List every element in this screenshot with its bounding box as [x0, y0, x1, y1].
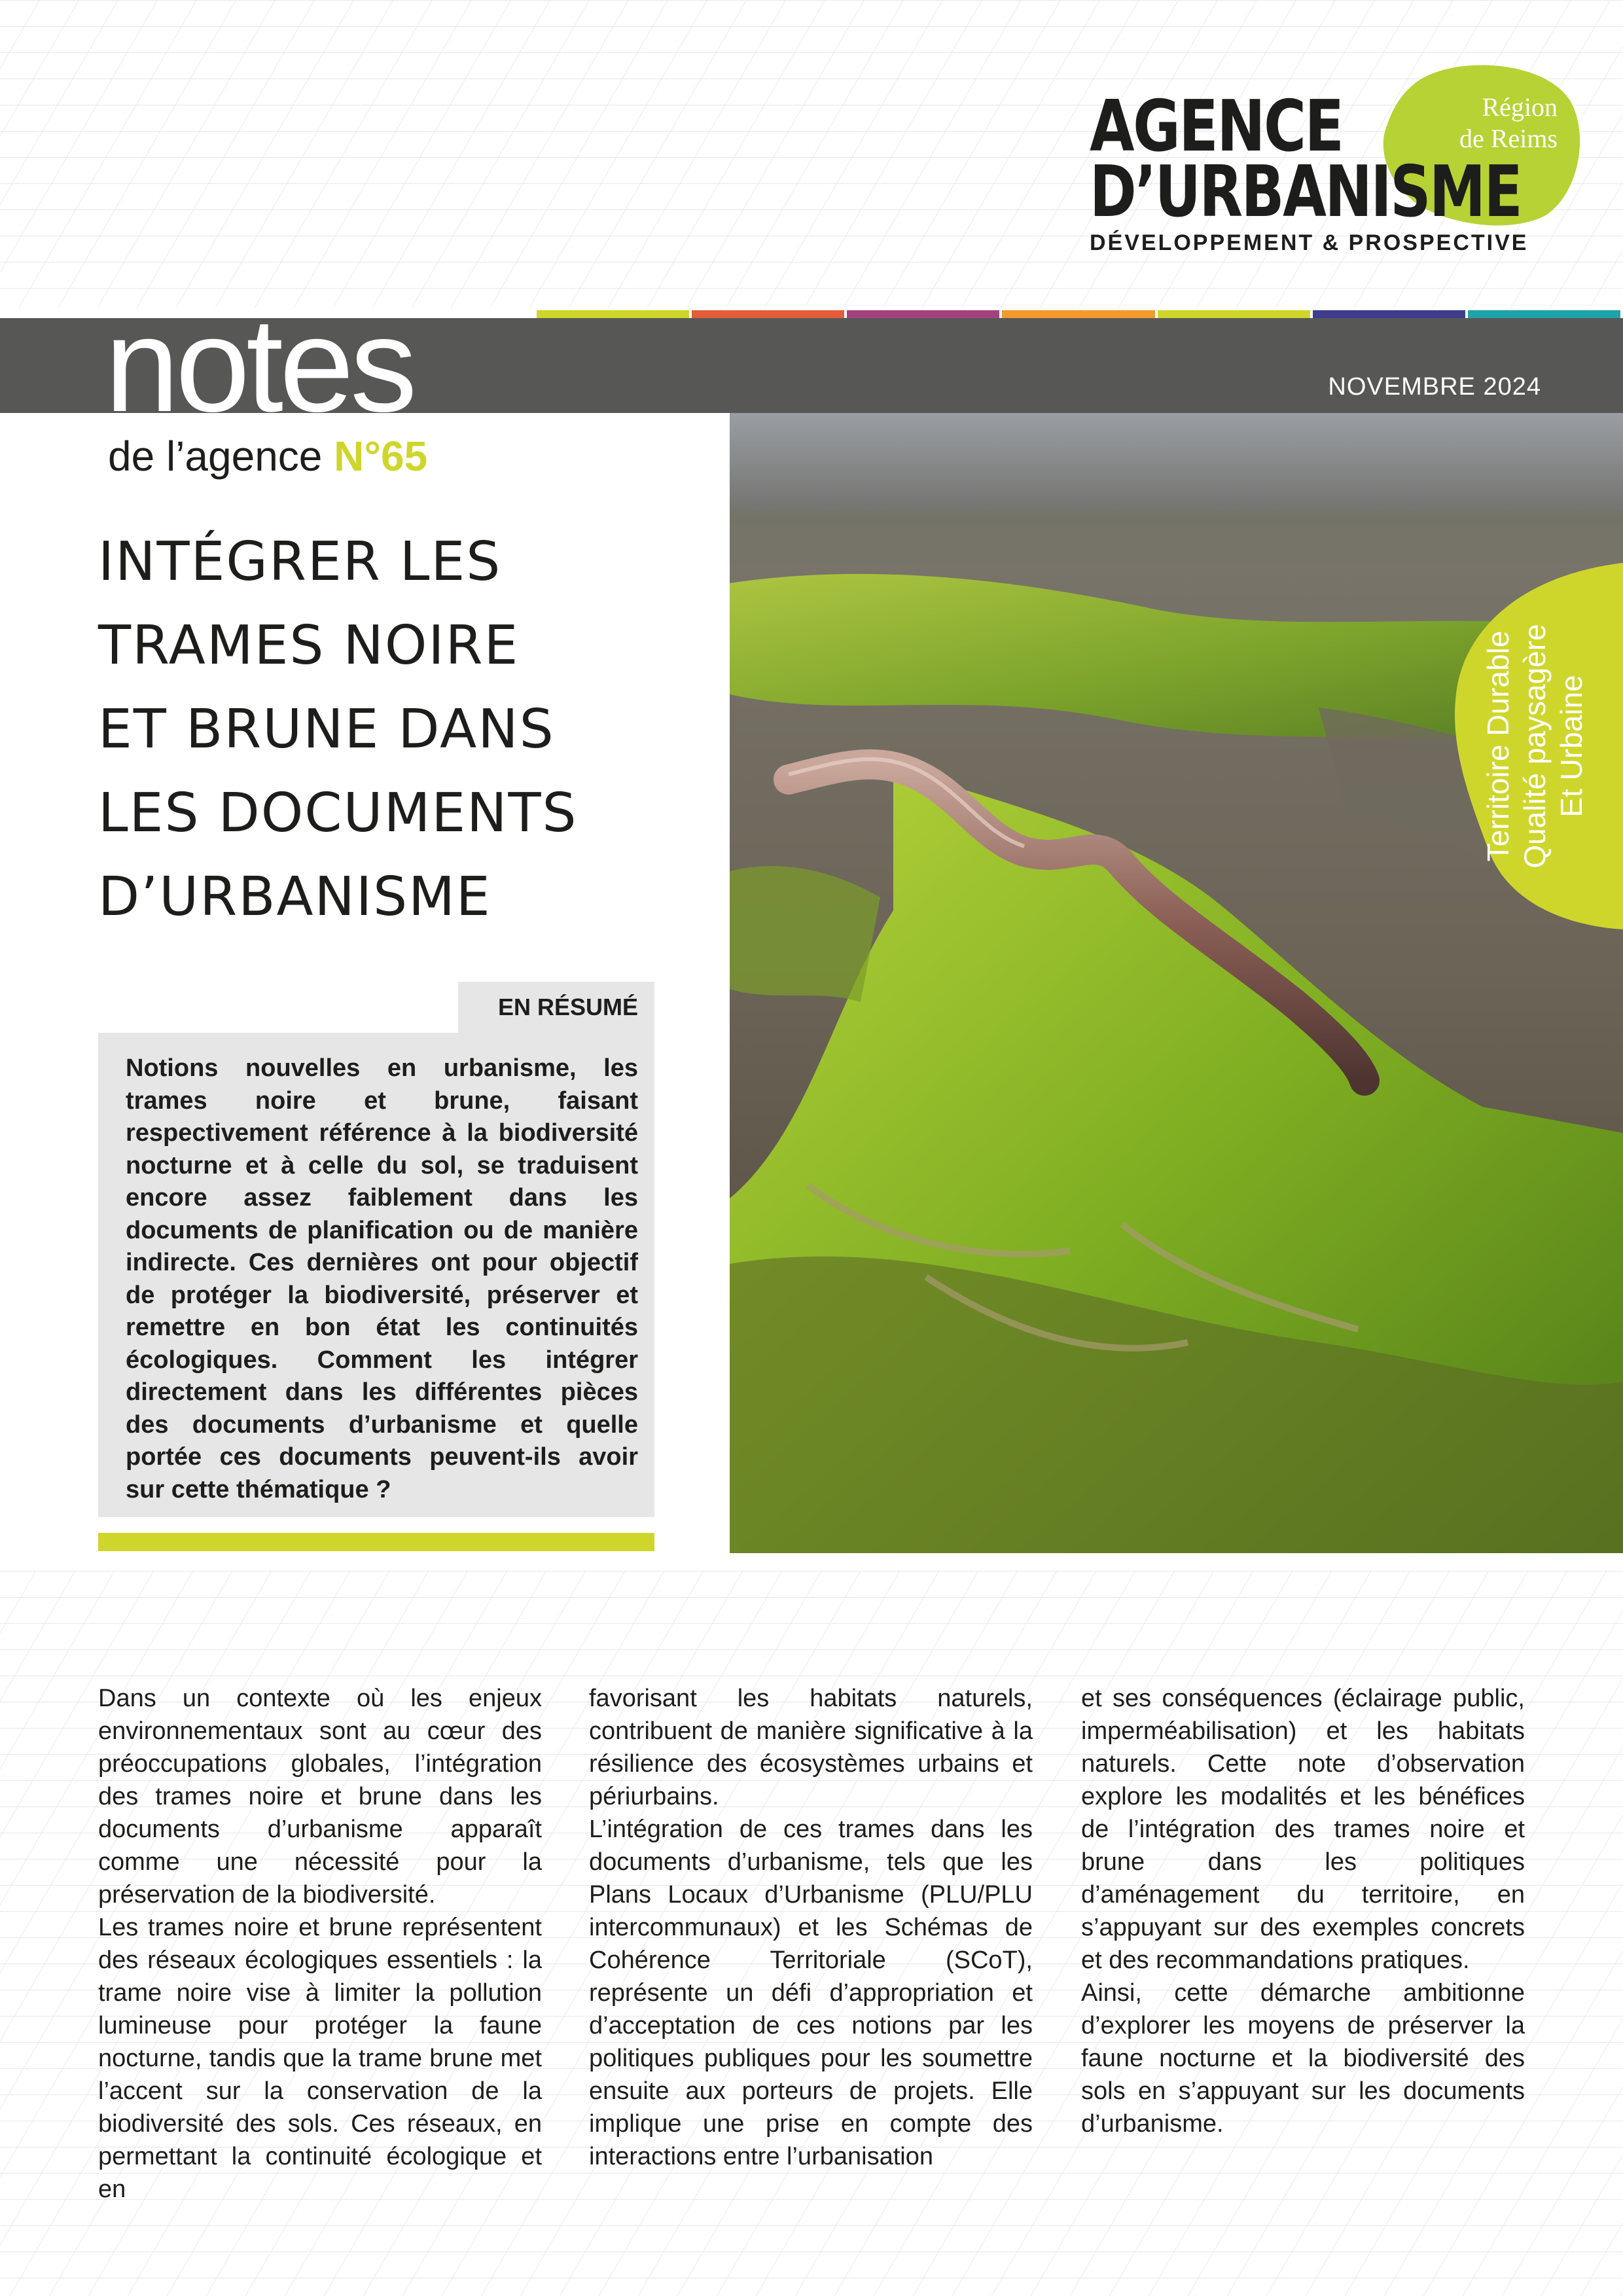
theme-line2: Qualité paysagère: [1518, 624, 1552, 869]
paragraph: L’intégration de ces trames dans les documents d’urbanisme, tels que les Plans Locaux d’Urbanisme (PLU/PLU intercommunaux) et les Schémas de Cohérence Territoriale (SCoT), représente un défi d’appropriation et d’acceptation de ces notions par les politiques publiques pour les soumettre ensuite aux porteurs de projets. Elle implique une prise en compte des interactions entre l’urbanisation: [589, 1816, 1033, 2170]
issue-number: N°65: [334, 433, 428, 480]
paragraph: favorisant les habitats naturels, contribuent de manière significative à la résilience des écosystèmes urbains et périurbains.: [589, 1685, 1033, 1810]
paragraph: Ainsi, cette démarche ambitionne d’explorer les moyens de préserver la faune nocturne et la biodiversité des sols en s’appuyant sur les documents d’urbanisme.: [1081, 1979, 1525, 2138]
issue-line: [108, 432, 427, 480]
logo-agence: AGENCE: [1090, 86, 1343, 168]
body-column-1: [98, 1682, 542, 2206]
title-line: D’URBANISME: [98, 866, 491, 928]
strip-segment: [847, 310, 999, 318]
strip-segment: [1158, 310, 1310, 318]
resume-text: Notions nouvelles en urbanisme, les trames noire et brune, faisant respectivement référence à la biodiversité nocturne et à celle du sol, se traduisent encore assez faiblement dans les documents de planification ou de manière indirecte. Ces dernières ont pour objectif de protéger la biodiversité, préserver et remettre en bon état les continuités écologiques. Comment les intégrer directement dans les différentes pièces des documents d’urbanisme et quelle portée ces documents peuvent-ils avoir sur cette thématique ?: [126, 1054, 638, 1503]
region-line1: Région: [1482, 92, 1558, 122]
page-title: [98, 520, 726, 939]
theme-line1: Territoire Durable: [1481, 630, 1515, 862]
body-column-2: [589, 1682, 1033, 2173]
title-line: ET BRUNE DANS: [98, 698, 555, 761]
title-line: TRAMES NOIRE: [98, 615, 520, 677]
theme-line3: Et Urbaine: [1554, 675, 1588, 817]
notes-word: notes: [105, 290, 414, 440]
title-line: LES DOCUMENTS: [98, 782, 578, 844]
strip-segment: [1313, 310, 1465, 318]
logo-urbanisme: D’URBANISME: [1090, 151, 1522, 233]
issue-prefix: de l’agence: [108, 433, 334, 480]
body-column-3: [1081, 1682, 1525, 2140]
logo-region: [1414, 92, 1558, 154]
strip-segment: [1468, 310, 1620, 318]
strip-segment: [692, 310, 844, 318]
title-line: INTÉGRER LES: [98, 531, 502, 593]
paragraph: Dans un contexte où les enjeux environnementaux sont au cœur des préoccupations globales, l’intégration des trames noire et brune dans les documents d’urbanisme apparaît comme une nécessité pour la préservation de la biodiversité.: [98, 1685, 542, 1909]
strip-segment: [537, 310, 689, 318]
strip-segment: [1002, 310, 1154, 318]
paragraph: Les trames noire et brune représentent des réseaux écologiques essentiels : la trame noire vise à limiter la pollution lumineuse pour protéger la faune nocturne, tandis que la trame brune met l’accent sur la conservation de la biodiversité des sols. Ces réseaux, en permettant la continuité écologique et en: [98, 1914, 542, 2203]
paragraph: et ses conséquences (éclairage public, imperméabilisation) et les habitats naturels. Cette note d’observation explore les modalités et les bénéfices de l’intégration des trames noire et brune dans les politiques d’aménagement du territoire, en s’appuyant sur des exemples concrets et des recommandations pratiques.: [1081, 1685, 1525, 1974]
resume-label: EN RÉSUMÉ: [458, 982, 654, 1033]
logo-subtitle: DÉVELOPPEMENT & PROSPECTIVE: [1090, 230, 1529, 255]
resume-accent-bar: [98, 1533, 654, 1551]
region-line2: de Reims: [1459, 124, 1558, 153]
theme-tag-text: [1480, 576, 1590, 916]
publication-date: NOVEMBRE 2024: [1328, 373, 1541, 401]
